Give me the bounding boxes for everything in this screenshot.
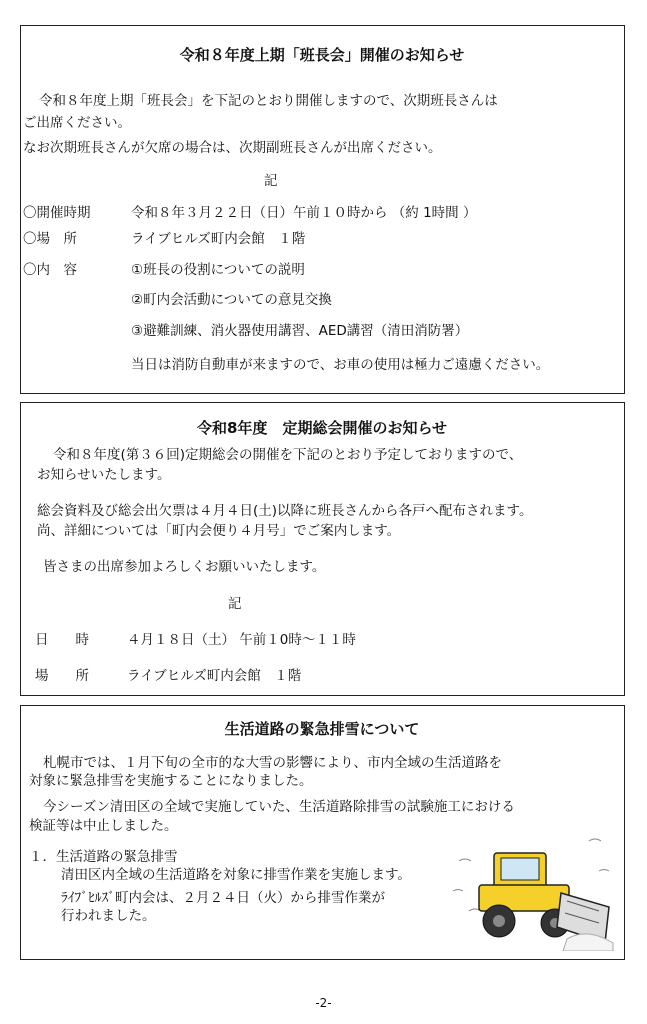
content-item: ①班長の役割についての説明 [131,262,305,278]
page-number: -2- [315,996,332,1010]
section-title: 令和８年度上期「班長会」開催のお知らせ [179,46,465,64]
section-title: 生活道路の緊急排雪について [224,720,420,738]
paragraph-line: 札幌市では、１月下旬の全市的な大雪の影響により、市内全域の生活道路を [43,755,502,771]
content-item: ③避難訓練、消火器使用講習、AED講習（清田消防署） [131,323,469,339]
place-value: ライブヒルズ町内会館 １階 [131,231,306,247]
paragraph-line: 皆さまの出席参加よろしくお願いいたします。 [43,559,326,575]
note-text: 当日は消防自動車が来ますので、お車の使用は極力ご遠慮ください。 [131,357,550,373]
paragraph-line: 対象に緊急排雪を実施することになりました。 [29,773,313,789]
place-label: 〇場 所 [23,231,77,247]
item-heading: １．生活道路の緊急排雪 [29,849,178,865]
section-title: 令和8年度 定期総会開催のお知らせ [197,419,447,437]
date-value: ４月１８日（土） 午前１0時～１１時 [127,632,356,648]
snowplow-truck-icon [449,831,617,951]
ki-mark: 記 [264,173,278,189]
intro-line: ご出席ください。 [23,115,131,131]
section-meeting-notice [20,25,625,394]
intro-line: なお次期班長さんが欠席の場合は、次期副班長さんが出席ください。 [23,140,442,156]
date-label: 〇開催時期 [23,205,91,221]
date-value: 令和８年３月２２日（日）午前１０時から （約 1時間 ） [131,205,477,221]
item-line: 行われました。 [61,908,156,924]
ki-mark: 記 [228,596,242,612]
paragraph-line: 検証等は中止しました。 [29,818,178,834]
date-label: 日 時 [35,632,89,648]
item-line: 清田区内全域の生活道路を対象に排雪作業を実施します。 [61,867,411,883]
item-line: ﾗｲﾌﾞﾋﾙｽﾞ町内会は、２月２４日（火）から排雪作業が [61,890,385,906]
paragraph-line: 尚、詳細については「町内会便り４月号」でご案内します。 [37,523,401,539]
place-value: ライブヒルズ町内会館 １階 [127,668,302,684]
paragraph-line: 令和８年度(第３６回)定期総会の開催を下記のとおり予定しておりますので、 [53,447,523,463]
paragraph-line: お知らせいたします。 [37,467,171,483]
place-label: 場 所 [35,668,89,684]
section-snow-removal [20,705,625,960]
section-general-meeting [20,402,625,696]
content-label: 〇内 容 [23,262,77,278]
intro-line: 令和８年度上期「班長会」を下記のとおり開催しますので、次期班長さんは [39,93,498,109]
paragraph-line: 今シーズン清田区の全域で実施していた、生活道路除排雪の試験施工における [43,799,515,815]
paragraph-line: 総会資料及び総会出欠票は４月４日(土)以降に班長さんから各戸へ配布されます。 [37,503,533,519]
content-item: ②町内会活動についての意見交換 [131,292,332,308]
